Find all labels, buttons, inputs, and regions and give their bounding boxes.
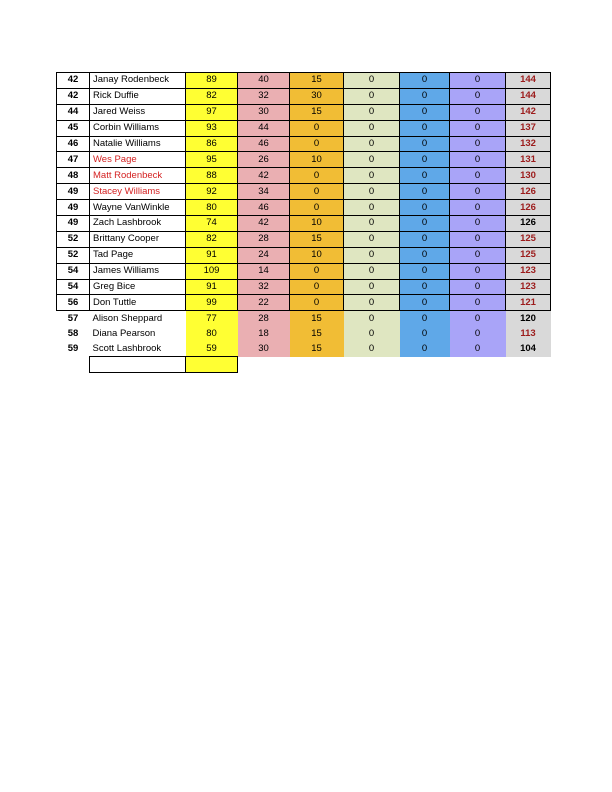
score-cell-c1: 88 — [186, 168, 238, 184]
score-cell-c3: 0 — [290, 200, 344, 216]
score-cell-c2: 24 — [238, 247, 290, 263]
table-row — [57, 168, 551, 184]
score-cell-c1: 95 — [186, 152, 238, 168]
score-cell-c2: 40 — [238, 73, 290, 89]
rank-cell: 58 — [67, 327, 79, 339]
total-cell: 123 — [506, 263, 551, 279]
score-cell-c5: 0 — [400, 311, 450, 326]
name-cell: Brittany Cooper — [90, 231, 186, 247]
score-cell-c2: 22 — [238, 295, 290, 311]
score-cell-c4: 0 — [344, 73, 400, 89]
score-cell-c2: 18 — [238, 326, 290, 341]
name-cell: Zach Lashbrook — [90, 216, 186, 232]
score-cell-c6: 0 — [450, 120, 506, 136]
score-cell-c4: 0 — [344, 200, 400, 216]
score-cell-c2: 42 — [238, 216, 290, 232]
score-cell-c1: 97 — [186, 104, 238, 120]
table-row — [57, 231, 551, 247]
score-cell-c4: 0 — [344, 326, 400, 341]
score-cell-c3: 15 — [290, 104, 344, 120]
rank-cell: 57 — [67, 312, 79, 324]
score-cell-c6: 0 — [450, 231, 506, 247]
score-cell-c1: 99 — [186, 295, 238, 311]
score-cell-c1: 91 — [186, 247, 238, 263]
score-cell-c6: 0 — [450, 200, 506, 216]
score-cell-c2: 46 — [238, 200, 290, 216]
score-cell-c3: 15 — [290, 73, 344, 89]
score-cell-c4: 0 — [344, 168, 400, 184]
total-cell: 130 — [506, 168, 551, 184]
table-row — [57, 184, 551, 200]
score-cell-c1: 92 — [186, 184, 238, 200]
score-cell-c3: 15 — [290, 326, 344, 341]
rank-cell: 52 — [57, 247, 90, 263]
table-row — [57, 88, 551, 104]
total-cell: 126 — [506, 184, 551, 200]
score-cell-c3: 15 — [290, 231, 344, 247]
total-cell: 137 — [506, 120, 551, 136]
score-cell-c2: 28 — [238, 231, 290, 247]
score-cell-c2: 46 — [238, 136, 290, 152]
score-cell-c6: 0 — [450, 263, 506, 279]
score-cell-c2: 30 — [238, 341, 290, 356]
total-cell: 104 — [506, 341, 551, 356]
score-cell-c4: 0 — [344, 279, 400, 295]
score-cell-c3: 10 — [290, 152, 344, 168]
score-cell-c5: 0 — [400, 216, 450, 232]
name-cell: Alison Sheppard — [92, 312, 163, 324]
score-cell-c2: 14 — [238, 263, 290, 279]
score-cell-c2: 42 — [238, 168, 290, 184]
table-row — [57, 152, 551, 168]
empty-cell — [186, 357, 238, 373]
table-row — [57, 216, 551, 232]
score-cell-c4: 0 — [344, 247, 400, 263]
standings-body — [57, 73, 551, 373]
rank-cell: 44 — [57, 104, 90, 120]
score-cell-c6: 0 — [450, 73, 506, 89]
name-cell: Natalie Williams — [90, 136, 186, 152]
score-cell-c5: 0 — [400, 200, 450, 216]
standings-table — [56, 72, 551, 373]
table-row — [57, 279, 551, 295]
score-cell-c6: 0 — [450, 295, 506, 311]
score-cell-c1: 86 — [186, 136, 238, 152]
name-cell: Don Tuttle — [90, 295, 186, 311]
score-cell-c3: 0 — [290, 120, 344, 136]
score-cell-c5: 0 — [400, 263, 450, 279]
total-cell: 120 — [506, 311, 551, 326]
score-cell-c1: 82 — [186, 88, 238, 104]
score-cell-c3: 0 — [290, 263, 344, 279]
score-cell-c5: 0 — [400, 120, 450, 136]
score-cell-c2: 34 — [238, 184, 290, 200]
score-cell-c4: 0 — [344, 136, 400, 152]
score-cell-c3: 0 — [290, 295, 344, 311]
rank-cell: 49 — [57, 216, 90, 232]
score-cell-c4: 0 — [344, 311, 400, 326]
rank-cell: 52 — [57, 231, 90, 247]
score-cell-c5: 0 — [400, 88, 450, 104]
score-cell-c3: 10 — [290, 216, 344, 232]
rank-cell: 48 — [57, 168, 90, 184]
score-cell-c1: 91 — [186, 279, 238, 295]
table-row — [57, 326, 551, 341]
table-row — [57, 295, 551, 311]
name-cell: Greg Bice — [90, 279, 186, 295]
score-cell-c4: 0 — [344, 263, 400, 279]
empty-cell — [57, 357, 90, 373]
score-cell-c1: 77 — [186, 311, 238, 326]
score-cell-c5: 0 — [400, 341, 450, 356]
table-row — [57, 263, 551, 279]
rank-cell: 59 — [67, 342, 79, 354]
score-cell-c6: 0 — [450, 88, 506, 104]
rank-cell: 49 — [57, 184, 90, 200]
score-cell-c6: 0 — [450, 341, 506, 356]
score-cell-c5: 0 — [400, 104, 450, 120]
name-cell: Jared Weiss — [90, 104, 186, 120]
name-cell: Diana Pearson — [92, 327, 156, 339]
name-cell: Wes Page — [90, 152, 186, 168]
rank-cell: 47 — [57, 152, 90, 168]
score-cell-c6: 0 — [450, 104, 506, 120]
total-cell: 123 — [506, 279, 551, 295]
name-cell: Tad Page — [90, 247, 186, 263]
score-cell-c1: 93 — [186, 120, 238, 136]
empty-cell — [90, 357, 186, 373]
score-cell-c4: 0 — [344, 184, 400, 200]
score-cell-c1: 74 — [186, 216, 238, 232]
score-cell-c6: 0 — [450, 184, 506, 200]
name-cell: Rick Duffie — [90, 88, 186, 104]
score-cell-c3: 0 — [290, 184, 344, 200]
score-cell-c1: 82 — [186, 231, 238, 247]
score-cell-c6: 0 — [450, 279, 506, 295]
score-cell-c2: 30 — [238, 104, 290, 120]
score-cell-c5: 0 — [400, 184, 450, 200]
rank-cell: 54 — [57, 263, 90, 279]
rank-cell: 49 — [57, 200, 90, 216]
score-cell-c3: 15 — [290, 341, 344, 356]
rank-cell: 54 — [57, 279, 90, 295]
score-cell-c3: 0 — [290, 168, 344, 184]
total-cell: 126 — [506, 216, 551, 232]
total-cell: 125 — [506, 231, 551, 247]
table-row — [57, 73, 551, 89]
score-cell-c5: 0 — [400, 136, 450, 152]
table-row — [57, 247, 551, 263]
score-cell-c5: 0 — [400, 73, 450, 89]
score-cell-c6: 0 — [450, 152, 506, 168]
name-cell: Matt Rodenbeck — [90, 168, 186, 184]
table-row — [57, 311, 551, 326]
total-cell: 126 — [506, 200, 551, 216]
rank-cell: 42 — [57, 73, 90, 89]
table-row — [57, 341, 551, 356]
score-cell-c1: 80 — [186, 200, 238, 216]
name-cell: Corbin Williams — [90, 120, 186, 136]
total-cell: 125 — [506, 247, 551, 263]
score-cell-c4: 0 — [344, 152, 400, 168]
score-cell-c2: 32 — [238, 279, 290, 295]
score-cell-c4: 0 — [344, 341, 400, 356]
rank-cell: 42 — [57, 88, 90, 104]
score-cell-c5: 0 — [400, 279, 450, 295]
name-cell: Scott Lashbrook — [92, 342, 162, 354]
total-cell: 121 — [506, 295, 551, 311]
score-cell-c6: 0 — [450, 247, 506, 263]
score-cell-c4: 0 — [344, 88, 400, 104]
score-cell-c2: 28 — [238, 311, 290, 326]
score-cell-c3: 10 — [290, 247, 344, 263]
score-cell-c2: 44 — [238, 120, 290, 136]
score-cell-c2: 32 — [238, 88, 290, 104]
score-cell-c4: 0 — [344, 216, 400, 232]
score-cell-c3: 30 — [290, 88, 344, 104]
score-cell-c6: 0 — [450, 168, 506, 184]
total-cell: 131 — [506, 152, 551, 168]
score-cell-c4: 0 — [344, 104, 400, 120]
table-row — [57, 136, 551, 152]
rank-cell: 56 — [57, 295, 90, 311]
score-cell-c3: 0 — [290, 136, 344, 152]
rank-cell: 45 — [57, 120, 90, 136]
score-cell-c6: 0 — [450, 136, 506, 152]
score-cell-c6: 0 — [450, 311, 506, 326]
score-cell-c5: 0 — [400, 295, 450, 311]
total-cell: 142 — [506, 104, 551, 120]
score-cell-c5: 0 — [400, 247, 450, 263]
score-cell-c5: 0 — [400, 168, 450, 184]
empty-row — [57, 357, 551, 373]
score-cell-c1: 80 — [186, 326, 238, 341]
rank-cell: 46 — [57, 136, 90, 152]
score-cell-c4: 0 — [344, 231, 400, 247]
name-cell: Wayne VanWinkle — [90, 200, 186, 216]
name-cell: Stacey Williams — [90, 184, 186, 200]
score-cell-c1: 89 — [186, 73, 238, 89]
total-cell: 144 — [506, 88, 551, 104]
score-cell-c5: 0 — [400, 231, 450, 247]
score-cell-c1: 59 — [186, 341, 238, 356]
name-cell: James Williams — [90, 263, 186, 279]
table-row — [57, 120, 551, 136]
table-row — [57, 200, 551, 216]
total-cell: 144 — [506, 73, 551, 89]
score-cell-c5: 0 — [400, 152, 450, 168]
score-cell-c4: 0 — [344, 120, 400, 136]
score-cell-c1: 109 — [186, 263, 238, 279]
score-cell-c3: 15 — [290, 311, 344, 326]
score-cell-c6: 0 — [450, 216, 506, 232]
total-cell: 113 — [506, 326, 551, 341]
score-cell-c6: 0 — [450, 326, 506, 341]
total-cell: 132 — [506, 136, 551, 152]
score-cell-c2: 26 — [238, 152, 290, 168]
score-cell-c3: 0 — [290, 279, 344, 295]
name-cell: Janay Rodenbeck — [90, 73, 186, 89]
table-row — [57, 104, 551, 120]
score-cell-c4: 0 — [344, 295, 400, 311]
score-cell-c5: 0 — [400, 326, 450, 341]
